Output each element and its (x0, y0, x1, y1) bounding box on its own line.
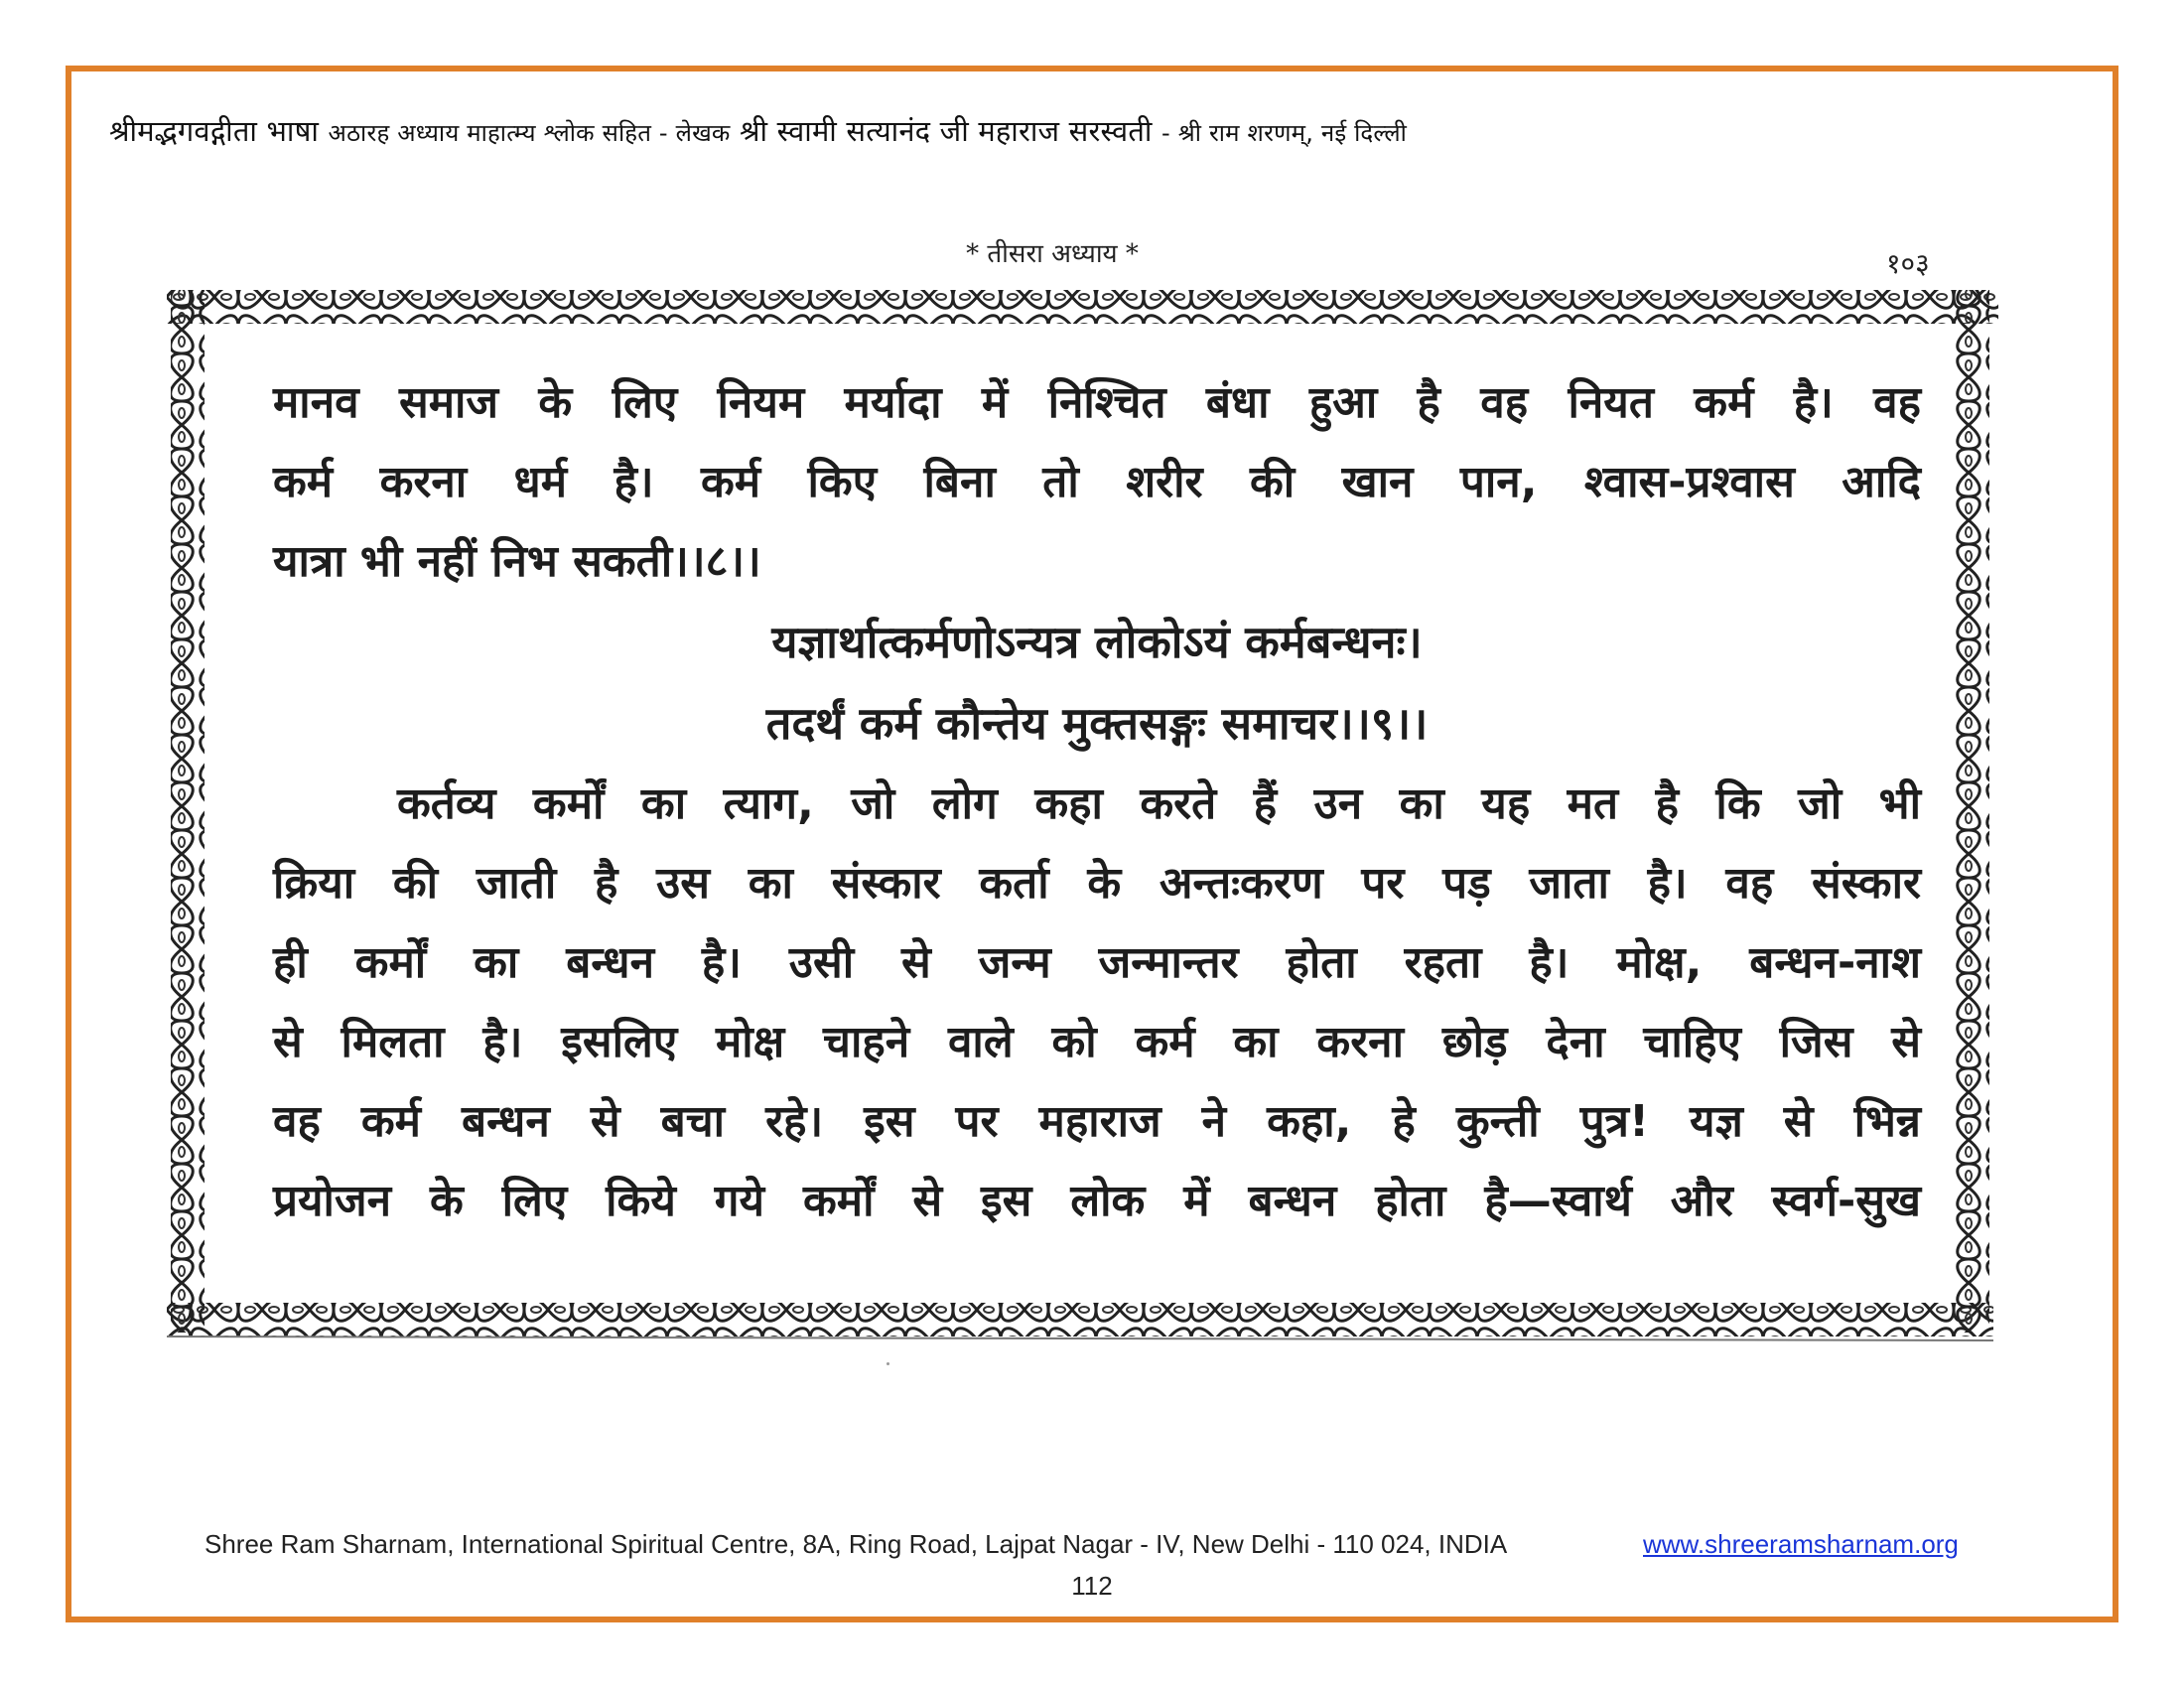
footer-address: Shree Ram Sharnam, International Spiritual Centre, 8A, Ring Road, Lajpat Nagar - IV, New Delhi - 110 024, INDIA (205, 1529, 1508, 1559)
paragraph-line: से मिलता है। इसलिए मोक्ष चाहने वाले को कर्म का करना छोड़ देना चाहिए जिस से (273, 1017, 1921, 1067)
paragraph-line: कर्म करना धर्म है। कर्म किए बिना तो शरीर की खान पान, श्वास-प्रश्वास आदि (273, 457, 1921, 507)
paragraph-line: वह कर्म बन्धन से बचा रहे। इस पर महाराज ने कहा, हे कुन्ती पुत्र! यज्ञ से भिन्न (273, 1096, 1921, 1147)
sloka-line: तदर्थं कर्म कौन्तेय मुक्तसङ्गः समाचर।।९।। (765, 697, 1429, 750)
scan-text-body (273, 363, 1921, 1241)
paragraph-1 (273, 363, 1921, 602)
paragraph-line: यात्रा भी नहीं निभ सकती।।८।। (273, 536, 761, 587)
paragraph-line: क्रिया की जाती है उस का संस्कार कर्ता के अन्तःकरण पर पड़ जाता है। वह संस्कार (273, 858, 1921, 909)
header-title-main: श्रीमद्भगवद्गीता भाषा (109, 114, 320, 148)
document-header (109, 111, 2085, 150)
sloka-line: यज्ञार्थात्कर्मणोऽन्यत्र लोकोऽयं कर्मबन्धनः। (771, 616, 1423, 668)
paragraph-2 (273, 765, 1921, 1241)
scan-page-number: १०३ (1886, 247, 1930, 280)
paragraph-line: ही कर्मों का बन्धन है। उसी से जन्म जन्मान्तर होता रहता है। मोक्ष, बन्धन-नाश (273, 937, 1921, 988)
header-title-sub: अठारह अध्याय माहात्म्य श्लोक सहित - लेखक (328, 119, 731, 147)
header-publisher: - श्री राम शरणम्, नई दिल्ली (1161, 119, 1408, 147)
chapter-title: * तीसरा अध्याय * (966, 239, 1139, 269)
footer-website-link[interactable]: www.shreeramsharnam.org (1643, 1529, 1959, 1559)
paragraph-line: मानव समाज के लिए नियम मर्यादा में निश्चित बंधा हुआ है वह नियत कर्म है। वह (273, 377, 1921, 428)
paragraph-line: कर्तव्य कर्मों का त्याग, जो लोग कहा करते हैं उन का यह मत है कि जो भी (397, 778, 1921, 829)
sloka-verse (273, 602, 1921, 765)
paragraph-line: प्रयोजन के लिए किये गये कर्मों से इस लोक में बन्धन होता है—स्वार्थ और स्वर्ग-सुख (273, 1176, 1921, 1226)
header-author: श्री स्वामी सत्यानंद जी महाराज सरस्वती (739, 114, 1153, 148)
scan-speck (887, 1362, 889, 1365)
footer-page-number: 112 (1071, 1571, 1113, 1601)
scanned-page (167, 282, 2008, 1346)
